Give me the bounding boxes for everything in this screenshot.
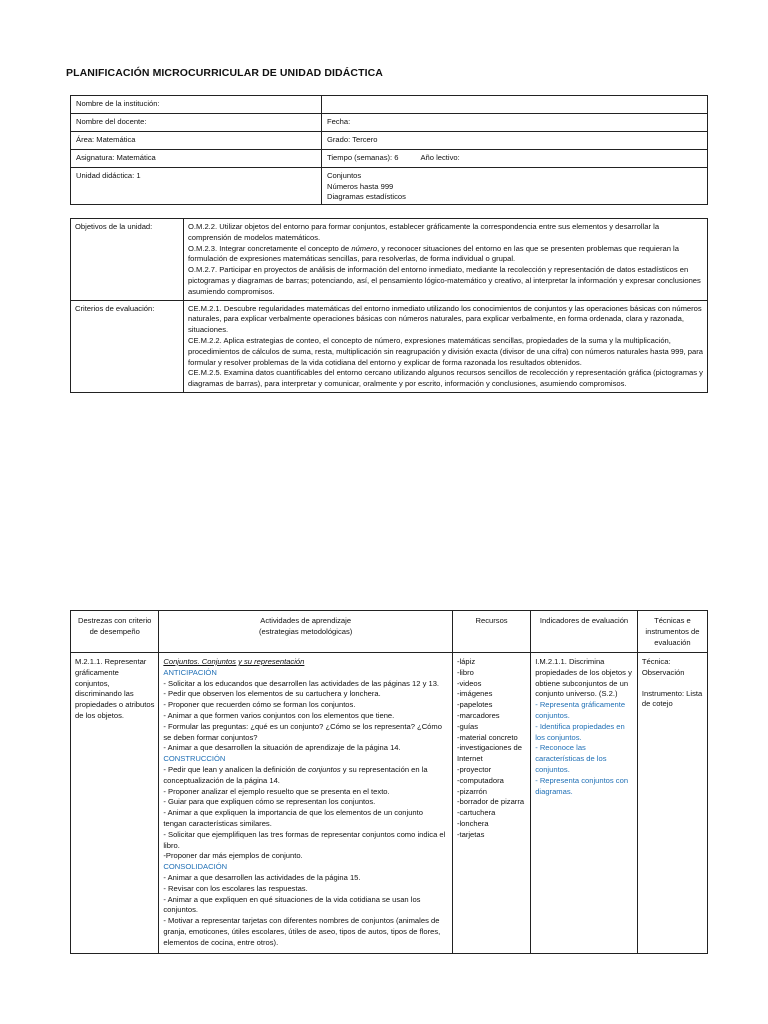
activities-table <box>70 610 708 954</box>
resource-item: -lápiz <box>456 657 476 666</box>
technique-text: Técnica: Observación <box>641 657 685 677</box>
resource-item: -proyector <box>456 764 492 774</box>
objective-text: O.M.2.3. Integrar concretamente el concepto de <box>188 243 352 253</box>
resource-item: -borrador de pizarra <box>456 797 525 807</box>
activity-text: y su representación en la conceptualización de la página 14. <box>163 764 428 785</box>
unit-topic: Números hasta 999 <box>327 181 394 191</box>
unit-topic: Conjuntos <box>327 171 362 180</box>
teacher-cell: Nombre del docente: <box>71 114 322 132</box>
institution-cell: Nombre de la institución: <box>71 96 322 114</box>
activity-step: - Solicitar que ejemplifiquen las tres formas de representar conjuntos como indica el libro. <box>163 829 446 850</box>
time-cell <box>322 150 708 168</box>
destreza-cell: M.2.1.1. Representar gráficamente conjuntos, discriminando las propiedades o atributos de los objetos. <box>71 653 159 954</box>
header-recursos: Recursos <box>452 611 530 653</box>
instrument-text: Instrumento: Lista de cotejo <box>641 688 703 709</box>
activity-step: - Proponer analizar el ejemplo resuelto que se presenta en el texto. <box>163 786 390 796</box>
activity-step: - Animar a que formen varios conjuntos con los elementos que tiene. <box>163 710 395 720</box>
activity-step: - Formular las preguntas: ¿qué es un conjunto? ¿Cómo se los representa? ¿Cómo se deben formar conjuntos? <box>163 721 442 742</box>
unit-topic: Diagramas estadísticos <box>327 192 406 201</box>
resource-item: -tarjetas <box>456 829 485 839</box>
activity-step: -Proponer dar más ejemplos de conjunto. <box>163 851 303 861</box>
resource-item: -pizarrón <box>456 786 487 796</box>
activity-step: - Solicitar a los educandos que desarrollen las actividades de las páginas 12 y 13. <box>163 678 440 688</box>
resource-item: -cartuchera <box>456 808 496 818</box>
indicator-main: I.M.2.1.1. Discrimina propiedades de los objetos y obtiene subconjuntos de un conjunto universo. (S.2.) <box>535 657 632 699</box>
construccion-heading: CONSTRUCCIÓN <box>163 754 226 764</box>
unit-topics-cell <box>322 168 708 205</box>
header-actividades <box>159 611 453 653</box>
topic-title: Conjuntos. Conjuntos y su representación <box>163 657 305 666</box>
objectives-content <box>184 219 708 301</box>
consolidacion-heading: CONSOLIDACIÓN <box>163 862 228 872</box>
activity-step: - Animar a que desarrollen las actividades de la página 15. <box>163 872 361 882</box>
resource-item: -marcadores <box>456 710 500 720</box>
header-indicadores: Indicadores de evaluación <box>531 611 638 653</box>
indicadores-cell <box>531 653 638 954</box>
objective-item: O.M.2.2. Utilizar objetos del entorno para formar conjuntos, establecer gráficamente la correspondencia entre sus elementos y desarrollar la comprensión de modelos matemáticos. <box>188 222 660 242</box>
objective-emphasis: número <box>351 243 378 253</box>
indicator-item: - Representa conjuntos con diagramas. <box>535 775 629 796</box>
actividades-cell <box>159 653 453 954</box>
criterion-item: CE.M.2.1. Descubre regularidades matemáticas del entorno inmediato utilizando los conocimientos de conjuntos y las operaciones básicas con números naturales, para explicar verbalmente operaciones básicas con números naturales, para explicar verbalmente, en forma ordenada, clara y razonada, situaciones. <box>188 303 702 335</box>
indicator-item: - Identifica propiedades en los conjuntos. <box>535 721 625 742</box>
header-destrezas: Destrezas con criterio de desempeño <box>71 611 159 653</box>
activity-step: - Motivar a representar tarjetas con diferentes nombres de conjuntos (animales de granja, emoticones, útiles escolares, útiles de aseo, tipos de autos, tipos de flores, elementos de cocina, entre otros). <box>163 916 441 947</box>
time-text: Tiempo (semanas): 6 <box>327 153 399 162</box>
criteria-label: Criterios de evaluación: <box>71 300 184 392</box>
activity-step: - Pedir que observen los elementos de su cartuchera y lonchera. <box>163 689 381 699</box>
resource-item: -imágenes <box>456 689 493 699</box>
recursos-cell <box>452 653 530 954</box>
criterion-item: CE.M.2.5. Examina datos cuantificables del entorno cercano utilizando algunos recursos sencillos de recolección y representación gráfica (pictogramas y diagramas de barras), para interpretar y comunicar, oralmente y por escrito, información y conclusiones, asumiendo compromisos. <box>188 368 703 389</box>
area-cell: Área: Matemática <box>71 132 322 150</box>
resource-item: -lonchera <box>456 818 489 828</box>
criterion-item: CE.M.2.2. Aplica estrategias de conteo, el concepto de número, expresiones matemáticas sencillas, propiedades de la suma y la multiplicación, procedimientos de cálculos de suma, resta, multiplicación sin reagrupación y división exacta (divisor de una cifra) con números naturales hasta 999, para formular y resolver problemas de la vida cotidiana del entorno y explicar de forma razonada los resultados obtenidos. <box>188 335 703 367</box>
activity-step: - Guiar para que expliquen cómo se representan los conjuntos. <box>163 797 376 807</box>
indicator-item: - Representa gráficamente conjuntos. <box>535 700 626 720</box>
tecnicas-cell <box>637 653 707 954</box>
anticipacion-heading: ANTICIPACIÓN <box>163 667 217 677</box>
objective-text: , y reconocer situaciones del entorno en las que se presenten problemas que requieran la formulación de expresiones matemáticas sencillas, para resolverlas, de forma individual o grupal. <box>188 243 679 264</box>
resource-item: -investigaciones de Internet <box>456 743 522 764</box>
resource-item: -videos <box>456 678 482 688</box>
activity-step: - Animar a que expliquen en qué situaciones de la vida cotidiana se usan los conjuntos. <box>163 894 421 915</box>
header-actividades-title: Actividades de aprendizaje <box>260 616 352 625</box>
objectives-label: Objetivos de la unidad: <box>71 219 184 301</box>
resource-item: -material concreto <box>456 732 518 742</box>
activity-step: - Proponer que recuerden cómo se forman los conjuntos. <box>163 700 356 710</box>
resource-item: -guías <box>456 721 479 731</box>
activity-step: - Revisar con los escolares las respuestas. <box>163 883 308 893</box>
header-tecnicas: Técnicas e instrumentos de evaluación <box>637 611 707 653</box>
header-actividades-subtitle: (estrategias metodológicas) <box>259 627 353 636</box>
resource-item: -libro <box>456 667 474 677</box>
school-year-text: Año lectivo: <box>420 153 460 162</box>
activity-step: - Animar a que desarrollen la situación de aprendizaje de la página 14. <box>163 743 401 753</box>
criteria-content <box>184 300 708 392</box>
resource-item: -papelotes <box>456 700 493 710</box>
indicator-item: - Reconoce las características de los conjuntos. <box>535 743 607 774</box>
subject-cell: Asignatura: Matemática <box>71 150 322 168</box>
resource-item: -computadora <box>456 775 504 785</box>
document-title: PLANIFICACIÓN MICROCURRICULAR DE UNIDAD DIDÁCTICA <box>66 67 383 79</box>
objective-item <box>188 244 703 266</box>
activity-text: - Pedir que lean y analicen la definición de <box>163 764 309 774</box>
unit-cell: Unidad didáctica: 1 <box>71 168 322 205</box>
activity-emphasis: conjuntos <box>308 764 341 774</box>
institution-value-cell <box>322 96 708 114</box>
objective-item: O.M.2.7. Participar en proyectos de análisis de información del entorno inmediato, mediante la recolección y representación de datos estadísticos en pictogramas y diagramas de barras; potenciando, así, el pensamiento lógico-matemático y creativo, al interpretar la información y expresar conclusiones asumiendo compromisos. <box>188 265 701 296</box>
activity-step: - Animar a que expliquen la importancia de que los elementos de un conjunto tengan características similares. <box>163 808 423 828</box>
info-table <box>70 95 708 205</box>
activity-step <box>163 765 448 787</box>
date-cell: Fecha: <box>322 114 708 132</box>
objectives-table <box>70 218 708 393</box>
grade-cell: Grado: Tercero <box>322 132 708 150</box>
